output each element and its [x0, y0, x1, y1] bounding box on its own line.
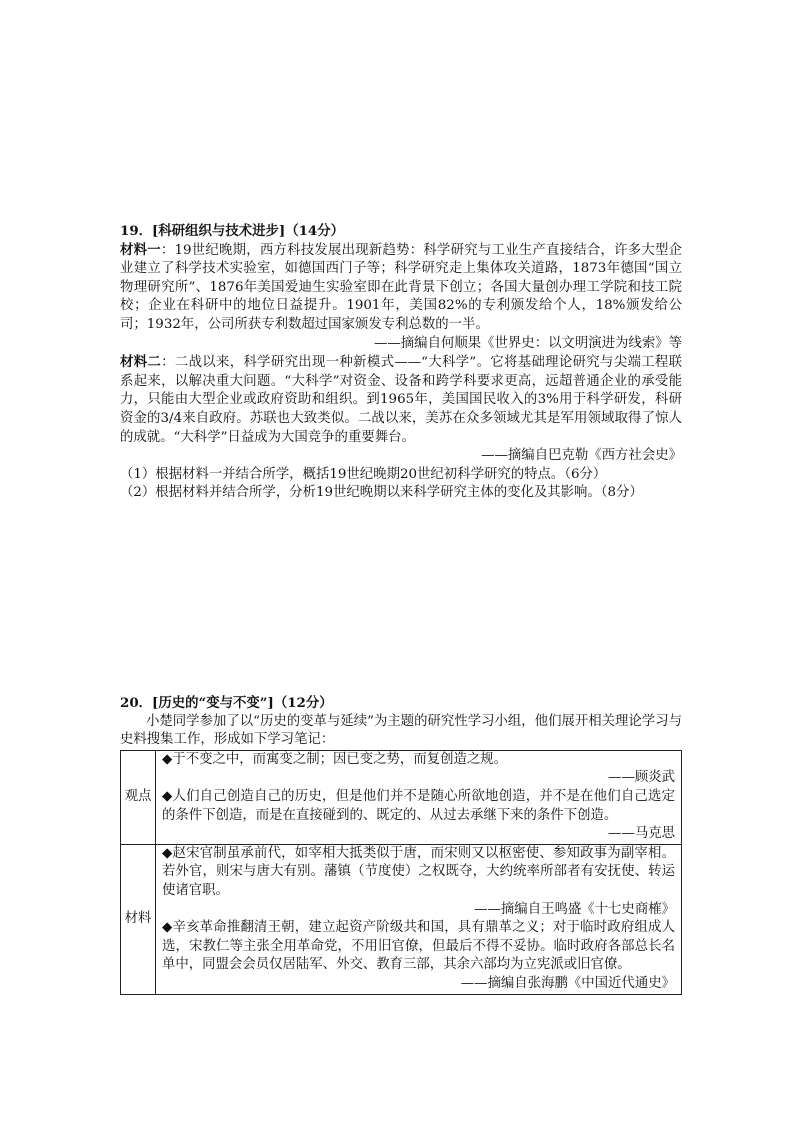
- question-19-title: 19．[科研组织与技术进步]（14分）: [120, 223, 345, 239]
- material-item-2-source: ——摘编自张海鹏《中国近代通史》: [460, 975, 675, 991]
- material-2-source: ——摘编自巴克勒《西方社会史》: [481, 448, 682, 464]
- table-row-viewpoint: [121, 750, 682, 844]
- material-2: [120, 353, 682, 447]
- question-20-intro: 小楚同学参加了以“历史的变革与延续”为主题的研究性学习小组，他们展开相关理论学习与史料搜集工作，形成如下学习笔记：: [120, 713, 682, 748]
- row-head-material: 材料: [121, 844, 156, 994]
- viewpoint-item-1: ◆于不变之中，而寓变之制；因已变之势，而复创造之规。: [162, 751, 508, 767]
- table-row-material: [121, 844, 682, 994]
- material-1-text: ：19世纪晚期，西方科技发展出现新趋势：科学研究与工业生产直接结合，许多大型企业建立了科学技术实验室，如德国西门子等；科学研究走上集体攻关道路，1873年德国“国立物理研究所”、1876年美国爱迪生实验室即在此背景下创立；各国大量创办理工学院和技工院校；企业在科研中的地位日益提升。1901年，美国82%的专利颁发给个人，18%颁发给公司；1932年，公司所获专利数超过国家颁发专利总数的一半。: [120, 242, 682, 332]
- question-20-title: 20．[历史的“变与不变”]（12分）: [120, 695, 333, 711]
- material-item-1: ◆赵宋官制虽承前代，如宰相大抵类似于唐，而宋则又以枢密使、参知政事为副宰相。若外官，则宋与唐大有别。藩镇（节度使）之权既夺，大约统率所部者有安抚使、转运使诸官职。: [162, 845, 675, 898]
- sub-question-1: （1）根据材料一并结合所学，概括19世纪晚期20世纪初科学研究的特点。（6分）: [120, 466, 607, 482]
- material-1-label: 材料一: [120, 241, 161, 258]
- viewpoint-item-2: ◆人们自己创造自己的历史，但是他们并不是随心所欲地创造，并不是在他们自己选定的条件下创造，而是在直接碰到的、既定的、从过去承继下来的条件下创造。: [162, 788, 675, 823]
- material-cell: [156, 844, 682, 994]
- material-1: [120, 241, 682, 335]
- material-item-2: ◆辛亥革命推翻清王朝，建立起资产阶级共和国，具有鼎革之义；对于临时政府组成人选，宋教仁等主张全用革命党，不用旧官僚，但最后不得不妥协。临时政府各部总长名单中，同盟会会员仅居陆军、外交、教育三部，其余六部均为立宪派或旧官僚。: [162, 920, 675, 973]
- sub-question-2: （2）根据材料并结合所学，分析19世纪晚期以来科学研究主体的变化及其影响。（8分）: [120, 485, 643, 501]
- viewpoint-cell: [156, 750, 682, 844]
- study-notes-table: [120, 750, 682, 995]
- row-head-viewpoint: 观点: [121, 750, 156, 844]
- question-20: [120, 694, 682, 995]
- viewpoint-item-2-source: ——马克思: [608, 826, 675, 842]
- material-1-source: ——摘编自何顺果《世界史：以文明演进为线索》等: [374, 335, 682, 351]
- viewpoint-item-1-source: ——顾炎武: [608, 770, 675, 786]
- material-item-1-source: ——摘编自王鸣盛《十七史商榷》: [474, 901, 675, 917]
- material-2-label: 材料二: [120, 354, 162, 371]
- question-19: [120, 222, 682, 503]
- material-2-text: ：二战以来，科学研究出现一种新模式——“大科学”。它将基础理论研究与尖端工程联系起来，以解决重大问题。“大科学”对资金、设备和跨学科要求更高，远超普通企业的承受能力，只能由大型企业或政府资助和组织。到1965年，美国国民收入的3%用于科学研发，科研资金的3/4来自政府。苏联也大致类似。二战以来，美苏在众多领域尤其是军用领域取得了惊人的成就。“大科学”日益成为大国竞争的重要舞台。: [120, 355, 682, 445]
